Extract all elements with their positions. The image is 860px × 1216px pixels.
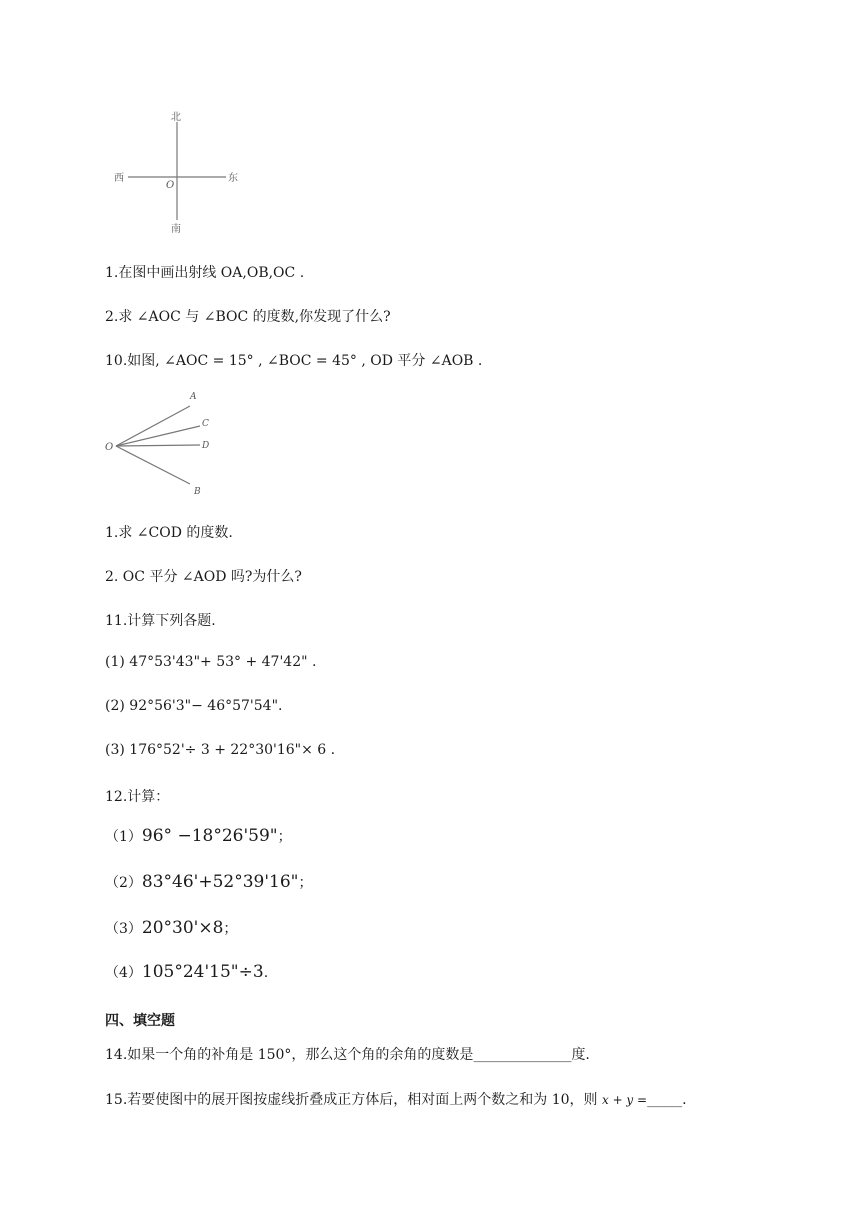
- label-b: B: [194, 487, 201, 497]
- q10-part2: 2. OC 平分 ∠AOD 吗?为什么?: [105, 569, 302, 585]
- origin-label: O: [166, 180, 175, 191]
- ray-ob: [116, 446, 190, 484]
- rays-figure: [102, 386, 222, 498]
- q15-expr: x + y =: [601, 1093, 648, 1107]
- label-o: O: [105, 442, 114, 453]
- q12-item-2: [105, 872, 313, 892]
- label-d: D: [202, 441, 210, 451]
- q14-blank[interactable]: ______________: [473, 1047, 572, 1063]
- q12-item-2-expr: 83°46'+52°39'16": [141, 872, 299, 892]
- q12-item-2-num: （2）: [105, 875, 142, 891]
- q12-item-3-end: ；: [223, 921, 238, 937]
- q12-item-1-end: ；: [277, 829, 292, 845]
- q11-title: 11.计算下列各题.: [105, 613, 216, 629]
- q12-item-3-num: （3）: [105, 921, 142, 937]
- compass-figure: [108, 108, 248, 238]
- q11-item-1: (1) 47°53'43"+ 53° + 47'42" .: [105, 654, 317, 670]
- q12-item-2-end: ；: [298, 875, 313, 891]
- q9-part1: 1.在图中画出射线 OA,OB,OC .: [105, 265, 305, 281]
- q12-item-3: [105, 918, 237, 938]
- q15-text: 15.若要使图中的展开图按虚线折叠成正方体后，相对面上两个数之和为 10，则: [105, 1092, 602, 1108]
- west-label: 西: [114, 173, 124, 184]
- q12-item-3-expr: 20°30'×8: [141, 918, 224, 938]
- label-c: C: [202, 419, 209, 429]
- q10-stem: 10.如图, ∠AOC = 15° , ∠BOC = 45° , OD 平分 ∠AOB .: [105, 353, 483, 369]
- q12-item-4-num: （4）: [105, 965, 142, 981]
- q12-item-4-expr: 105°24'15"÷3: [141, 962, 264, 982]
- ray-oa: [116, 406, 190, 446]
- q10-part1: 1.求 ∠COD 的度数.: [105, 525, 233, 541]
- ray-oc: [116, 426, 200, 446]
- q12-item-4-end: .: [263, 965, 269, 981]
- section-heading: 四、填空题: [105, 1013, 175, 1029]
- north-label: 北: [171, 112, 181, 123]
- east-label: 东: [228, 173, 238, 184]
- q12-item-1-expr: 96° −18°26'59": [141, 826, 278, 846]
- q14-end: 度.: [571, 1047, 590, 1063]
- q11-item-3: (3) 176°52'÷ 3 + 22°30'16"× 6 .: [105, 742, 336, 758]
- q12-item-1-num: （1）: [105, 829, 142, 845]
- q12-title: 12.计算：: [105, 789, 170, 805]
- q15: [105, 1089, 687, 1109]
- q14-text: 14.如果一个角的补角是 150°，那么这个角的余角的度数是: [105, 1047, 474, 1063]
- q12-item-1: [105, 826, 292, 846]
- ray-od: [116, 445, 200, 446]
- q14: [105, 1044, 590, 1064]
- q12-item-4: [105, 962, 268, 982]
- q11-item-2: (2) 92°56'3"− 46°57'54".: [105, 698, 283, 714]
- label-a: A: [190, 392, 197, 402]
- q15-end: .: [682, 1092, 687, 1108]
- q9-part2: 2.求 ∠AOC 与 ∠BOC 的度数,你发现了什么?: [105, 309, 391, 325]
- q15-blank[interactable]: _____: [647, 1092, 683, 1108]
- south-label: 南: [171, 224, 181, 235]
